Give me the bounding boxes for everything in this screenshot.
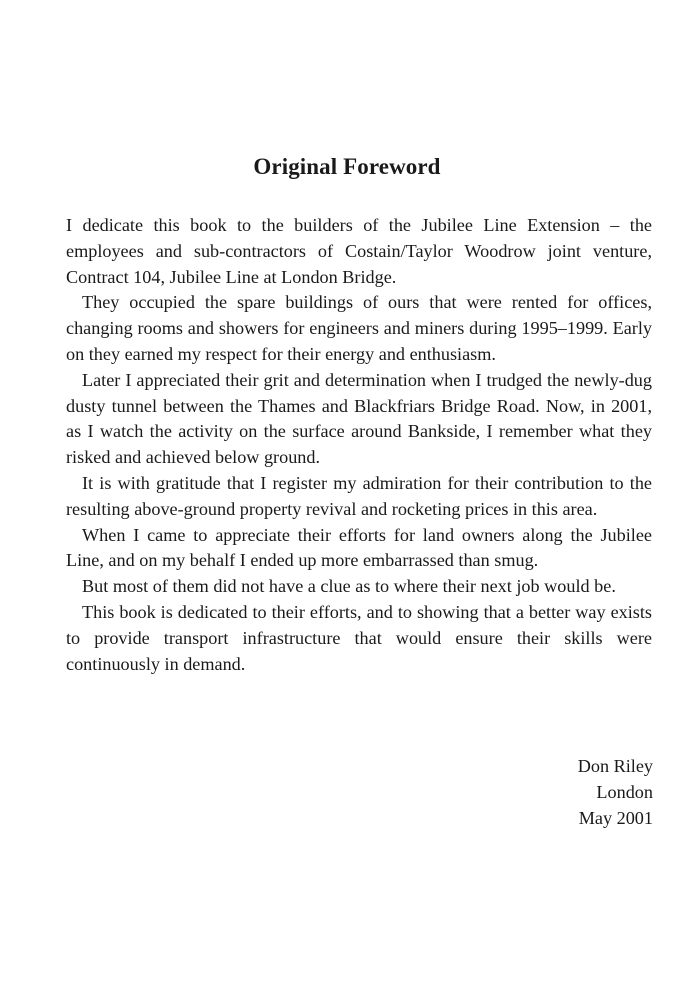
author-name: Don Riley: [577, 756, 653, 776]
paragraph-1: I dedicate this book to the builders of the Jubilee Line Extension – the employees and sub-contractors of Costain/Taylor Woodrow joint venture, Contract 104, Jubilee Line at London Bridge.: [66, 215, 652, 287]
signature-date: May 2001: [578, 807, 653, 828]
paragraph-2: They occupied the spare buildings of ours that were rented for offices, changing rooms and showers for engineers and miners during 1995–1999. Early on they earned my respect for their energy and enthusiasm.: [66, 292, 652, 364]
paragraph-5: When I came to appreciate their efforts for land owners along the Jubilee Line, and on my behalf I ended up more embarrassed than smug.: [66, 524, 652, 571]
paragraph-6: But most of them did not have a clue as to where their next job would be.: [82, 576, 616, 597]
foreword-body: [66, 213, 652, 677]
paragraph-4: It is with gratitude that I register my admiration for their contribution to the resulting above-ground property revival and rocketing prices in this area.: [66, 472, 652, 519]
paragraph-7: This book is dedicated to their efforts, and to showing that a better way exists to provide transport infrastructure that would ensure their skills were continuously in demand.: [66, 601, 652, 674]
paragraph-3: Later I appreciated their grit and determination when I trudged the newly-dug dusty tunnel between the Thames and Blackfriars Bridge Road. Now, in 2001, as I watch the activity on the surface around Bankside, I remember what they risked and achieved below ground.: [66, 369, 652, 468]
author-place: London: [596, 781, 653, 802]
page-title: Original Foreword: [253, 154, 441, 179]
signature-block: [578, 754, 653, 831]
